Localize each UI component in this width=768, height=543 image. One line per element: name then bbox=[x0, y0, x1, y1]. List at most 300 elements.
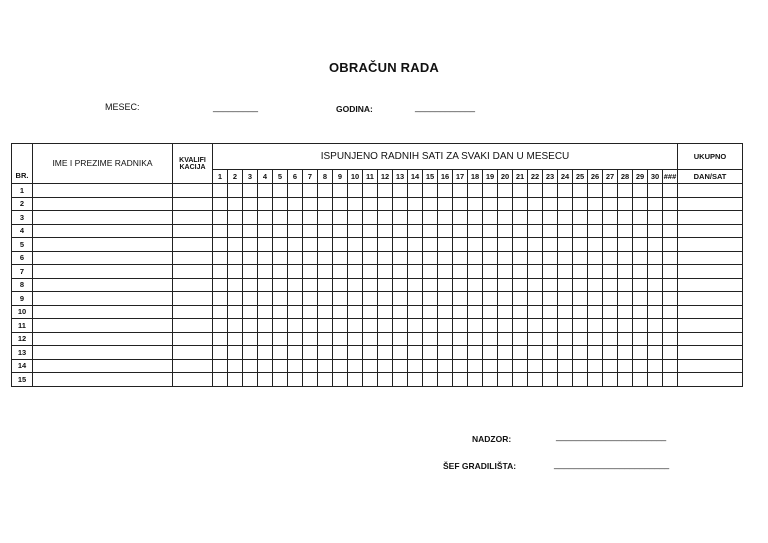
hours-cell[interactable] bbox=[438, 319, 453, 333]
hours-cell[interactable] bbox=[618, 184, 633, 198]
hours-cell[interactable] bbox=[333, 359, 348, 373]
hours-cell[interactable] bbox=[603, 184, 618, 198]
hours-cell[interactable] bbox=[213, 211, 228, 225]
hours-cell[interactable] bbox=[633, 265, 648, 279]
hours-cell[interactable] bbox=[288, 346, 303, 360]
hours-cell[interactable] bbox=[333, 319, 348, 333]
hours-cell[interactable] bbox=[483, 184, 498, 198]
hours-cell[interactable] bbox=[333, 251, 348, 265]
hours-cell[interactable] bbox=[303, 319, 318, 333]
hours-cell[interactable] bbox=[438, 251, 453, 265]
hours-cell[interactable] bbox=[228, 319, 243, 333]
hours-cell[interactable] bbox=[438, 224, 453, 238]
hours-cell[interactable] bbox=[528, 278, 543, 292]
hours-cell[interactable] bbox=[543, 373, 558, 387]
total-cell[interactable] bbox=[678, 373, 743, 387]
hours-cell[interactable] bbox=[648, 278, 663, 292]
hours-cell[interactable] bbox=[483, 292, 498, 306]
hours-cell[interactable] bbox=[513, 265, 528, 279]
hours-cell[interactable] bbox=[363, 251, 378, 265]
hours-cell[interactable] bbox=[633, 184, 648, 198]
hours-cell[interactable] bbox=[273, 265, 288, 279]
hours-cell[interactable] bbox=[453, 251, 468, 265]
hours-cell[interactable] bbox=[588, 292, 603, 306]
hours-cell[interactable] bbox=[273, 332, 288, 346]
hours-cell[interactable] bbox=[333, 278, 348, 292]
hours-cell[interactable] bbox=[228, 332, 243, 346]
total-cell[interactable] bbox=[678, 292, 743, 306]
hours-cell[interactable] bbox=[273, 346, 288, 360]
hours-cell[interactable] bbox=[618, 197, 633, 211]
hours-cell[interactable] bbox=[378, 238, 393, 252]
hours-cell[interactable] bbox=[318, 278, 333, 292]
hours-cell[interactable] bbox=[573, 373, 588, 387]
hours-cell[interactable] bbox=[423, 332, 438, 346]
hours-cell[interactable] bbox=[258, 319, 273, 333]
hours-cell[interactable] bbox=[513, 292, 528, 306]
hours-cell[interactable] bbox=[558, 211, 573, 225]
total-cell[interactable] bbox=[678, 346, 743, 360]
hours-cell[interactable] bbox=[648, 319, 663, 333]
hours-cell[interactable] bbox=[303, 292, 318, 306]
hours-cell[interactable] bbox=[468, 332, 483, 346]
hours-cell[interactable] bbox=[543, 319, 558, 333]
hours-cell[interactable] bbox=[603, 251, 618, 265]
hours-cell[interactable] bbox=[618, 373, 633, 387]
hours-cell[interactable] bbox=[648, 373, 663, 387]
hours-cell[interactable] bbox=[318, 319, 333, 333]
qualification-cell[interactable] bbox=[173, 305, 213, 319]
hours-cell[interactable] bbox=[483, 319, 498, 333]
hours-cell[interactable] bbox=[543, 224, 558, 238]
hours-cell[interactable] bbox=[378, 305, 393, 319]
hours-cell[interactable] bbox=[243, 251, 258, 265]
hours-cell[interactable] bbox=[333, 292, 348, 306]
hours-cell[interactable] bbox=[423, 265, 438, 279]
hours-cell[interactable] bbox=[318, 224, 333, 238]
hours-cell[interactable] bbox=[558, 305, 573, 319]
hours-cell[interactable] bbox=[303, 332, 318, 346]
hours-cell[interactable] bbox=[378, 251, 393, 265]
hours-cell[interactable] bbox=[213, 251, 228, 265]
hours-cell[interactable] bbox=[378, 373, 393, 387]
hours-cell[interactable] bbox=[573, 265, 588, 279]
hours-cell[interactable] bbox=[228, 224, 243, 238]
hours-cell[interactable] bbox=[633, 319, 648, 333]
hours-cell[interactable] bbox=[483, 224, 498, 238]
hours-cell[interactable] bbox=[648, 238, 663, 252]
hours-cell[interactable] bbox=[543, 238, 558, 252]
hours-cell[interactable] bbox=[228, 265, 243, 279]
hours-cell[interactable] bbox=[483, 373, 498, 387]
hours-cell[interactable] bbox=[213, 332, 228, 346]
hours-cell[interactable] bbox=[453, 319, 468, 333]
hours-cell[interactable] bbox=[408, 265, 423, 279]
hours-cell[interactable] bbox=[588, 346, 603, 360]
hours-cell[interactable] bbox=[633, 292, 648, 306]
hours-cell[interactable] bbox=[288, 373, 303, 387]
hours-cell[interactable] bbox=[228, 305, 243, 319]
qualification-cell[interactable] bbox=[173, 265, 213, 279]
hours-cell[interactable] bbox=[588, 305, 603, 319]
hours-cell[interactable] bbox=[438, 332, 453, 346]
hours-cell[interactable] bbox=[513, 211, 528, 225]
hours-cell[interactable] bbox=[633, 197, 648, 211]
hours-cell[interactable] bbox=[633, 211, 648, 225]
hours-cell[interactable] bbox=[573, 332, 588, 346]
hours-cell[interactable] bbox=[303, 278, 318, 292]
hours-cell[interactable] bbox=[318, 211, 333, 225]
qualification-cell[interactable] bbox=[173, 211, 213, 225]
hours-cell[interactable] bbox=[453, 373, 468, 387]
hours-cell[interactable] bbox=[618, 332, 633, 346]
hours-cell[interactable] bbox=[513, 305, 528, 319]
hours-cell[interactable] bbox=[423, 278, 438, 292]
hours-cell[interactable] bbox=[303, 211, 318, 225]
total-cell[interactable] bbox=[678, 332, 743, 346]
hours-cell[interactable] bbox=[243, 265, 258, 279]
hours-cell[interactable] bbox=[213, 278, 228, 292]
hours-cell[interactable] bbox=[363, 224, 378, 238]
hours-cell[interactable] bbox=[408, 211, 423, 225]
hours-cell[interactable] bbox=[498, 211, 513, 225]
hours-cell[interactable] bbox=[513, 251, 528, 265]
hours-cell[interactable] bbox=[243, 197, 258, 211]
hours-cell[interactable] bbox=[288, 224, 303, 238]
total-cell[interactable] bbox=[678, 224, 743, 238]
hours-cell[interactable] bbox=[258, 359, 273, 373]
hours-cell[interactable] bbox=[438, 238, 453, 252]
hours-cell[interactable] bbox=[393, 211, 408, 225]
hours-cell[interactable] bbox=[498, 319, 513, 333]
hours-cell[interactable] bbox=[423, 211, 438, 225]
hours-cell[interactable] bbox=[573, 184, 588, 198]
hours-cell[interactable] bbox=[558, 319, 573, 333]
hours-cell[interactable] bbox=[663, 197, 678, 211]
hours-cell[interactable] bbox=[423, 224, 438, 238]
hours-cell[interactable] bbox=[228, 278, 243, 292]
hours-cell[interactable] bbox=[273, 278, 288, 292]
hours-cell[interactable] bbox=[378, 359, 393, 373]
hours-cell[interactable] bbox=[633, 346, 648, 360]
hours-cell[interactable] bbox=[558, 373, 573, 387]
hours-cell[interactable] bbox=[318, 265, 333, 279]
hours-cell[interactable] bbox=[258, 251, 273, 265]
hours-cell[interactable] bbox=[258, 332, 273, 346]
hours-cell[interactable] bbox=[528, 292, 543, 306]
hours-cell[interactable] bbox=[588, 359, 603, 373]
hours-cell[interactable] bbox=[558, 359, 573, 373]
hours-cell[interactable] bbox=[663, 305, 678, 319]
hours-cell[interactable] bbox=[558, 184, 573, 198]
hours-cell[interactable] bbox=[573, 251, 588, 265]
hours-cell[interactable] bbox=[228, 359, 243, 373]
hours-cell[interactable] bbox=[633, 251, 648, 265]
hours-cell[interactable] bbox=[258, 305, 273, 319]
hours-cell[interactable] bbox=[303, 251, 318, 265]
hours-cell[interactable] bbox=[453, 332, 468, 346]
hours-cell[interactable] bbox=[303, 265, 318, 279]
hours-cell[interactable] bbox=[468, 211, 483, 225]
hours-cell[interactable] bbox=[438, 211, 453, 225]
hours-cell[interactable] bbox=[468, 346, 483, 360]
hours-cell[interactable] bbox=[513, 184, 528, 198]
hours-cell[interactable] bbox=[633, 278, 648, 292]
hours-cell[interactable] bbox=[498, 359, 513, 373]
hours-cell[interactable] bbox=[213, 346, 228, 360]
hours-cell[interactable] bbox=[363, 373, 378, 387]
hours-cell[interactable] bbox=[273, 184, 288, 198]
hours-cell[interactable] bbox=[318, 373, 333, 387]
hours-cell[interactable] bbox=[363, 238, 378, 252]
qualification-cell[interactable] bbox=[173, 292, 213, 306]
hours-cell[interactable] bbox=[453, 197, 468, 211]
hours-cell[interactable] bbox=[378, 224, 393, 238]
hours-cell[interactable] bbox=[618, 319, 633, 333]
hours-cell[interactable] bbox=[588, 251, 603, 265]
hours-cell[interactable] bbox=[423, 251, 438, 265]
hours-cell[interactable] bbox=[573, 224, 588, 238]
hours-cell[interactable] bbox=[468, 292, 483, 306]
hours-cell[interactable] bbox=[408, 319, 423, 333]
hours-cell[interactable] bbox=[273, 224, 288, 238]
worker-name-cell[interactable] bbox=[33, 238, 173, 252]
hours-cell[interactable] bbox=[633, 359, 648, 373]
hours-cell[interactable] bbox=[273, 238, 288, 252]
hours-cell[interactable] bbox=[588, 238, 603, 252]
hours-cell[interactable] bbox=[333, 332, 348, 346]
qualification-cell[interactable] bbox=[173, 346, 213, 360]
hours-cell[interactable] bbox=[213, 265, 228, 279]
hours-cell[interactable] bbox=[288, 305, 303, 319]
hours-cell[interactable] bbox=[498, 346, 513, 360]
hours-cell[interactable] bbox=[498, 278, 513, 292]
hours-cell[interactable] bbox=[528, 211, 543, 225]
hours-cell[interactable] bbox=[453, 265, 468, 279]
hours-cell[interactable] bbox=[288, 359, 303, 373]
hours-cell[interactable] bbox=[468, 265, 483, 279]
hours-cell[interactable] bbox=[348, 305, 363, 319]
hours-cell[interactable] bbox=[498, 332, 513, 346]
hours-cell[interactable] bbox=[453, 305, 468, 319]
hours-cell[interactable] bbox=[588, 319, 603, 333]
hours-cell[interactable] bbox=[318, 332, 333, 346]
hours-cell[interactable] bbox=[573, 359, 588, 373]
hours-cell[interactable] bbox=[648, 305, 663, 319]
hours-cell[interactable] bbox=[588, 332, 603, 346]
hours-cell[interactable] bbox=[468, 319, 483, 333]
hours-cell[interactable] bbox=[333, 265, 348, 279]
hours-cell[interactable] bbox=[558, 197, 573, 211]
hours-cell[interactable] bbox=[438, 346, 453, 360]
worker-name-cell[interactable] bbox=[33, 211, 173, 225]
qualification-cell[interactable] bbox=[173, 238, 213, 252]
hours-cell[interactable] bbox=[258, 224, 273, 238]
hours-cell[interactable] bbox=[303, 373, 318, 387]
hours-cell[interactable] bbox=[393, 224, 408, 238]
hours-cell[interactable] bbox=[453, 278, 468, 292]
hours-cell[interactable] bbox=[648, 359, 663, 373]
hours-cell[interactable] bbox=[468, 238, 483, 252]
hours-cell[interactable] bbox=[573, 278, 588, 292]
hours-cell[interactable] bbox=[663, 373, 678, 387]
hours-cell[interactable] bbox=[378, 278, 393, 292]
hours-cell[interactable] bbox=[258, 278, 273, 292]
hours-cell[interactable] bbox=[468, 305, 483, 319]
hours-cell[interactable] bbox=[528, 265, 543, 279]
hours-cell[interactable] bbox=[603, 346, 618, 360]
hours-cell[interactable] bbox=[588, 197, 603, 211]
hours-cell[interactable] bbox=[363, 211, 378, 225]
hours-cell[interactable] bbox=[348, 265, 363, 279]
hours-cell[interactable] bbox=[423, 238, 438, 252]
hours-cell[interactable] bbox=[213, 292, 228, 306]
hours-cell[interactable] bbox=[483, 332, 498, 346]
hours-cell[interactable] bbox=[333, 305, 348, 319]
hours-cell[interactable] bbox=[543, 359, 558, 373]
hours-cell[interactable] bbox=[498, 238, 513, 252]
qualification-cell[interactable] bbox=[173, 359, 213, 373]
hours-cell[interactable] bbox=[663, 224, 678, 238]
hours-cell[interactable] bbox=[423, 346, 438, 360]
hours-cell[interactable] bbox=[288, 211, 303, 225]
hours-cell[interactable] bbox=[408, 359, 423, 373]
hours-cell[interactable] bbox=[648, 197, 663, 211]
hours-cell[interactable] bbox=[258, 265, 273, 279]
hours-cell[interactable] bbox=[543, 211, 558, 225]
hours-cell[interactable] bbox=[438, 292, 453, 306]
worker-name-cell[interactable] bbox=[33, 184, 173, 198]
hours-cell[interactable] bbox=[333, 373, 348, 387]
hours-cell[interactable] bbox=[408, 373, 423, 387]
hours-cell[interactable] bbox=[558, 332, 573, 346]
hours-cell[interactable] bbox=[288, 265, 303, 279]
worker-name-cell[interactable] bbox=[33, 292, 173, 306]
hours-cell[interactable] bbox=[303, 305, 318, 319]
hours-cell[interactable] bbox=[603, 278, 618, 292]
hours-cell[interactable] bbox=[543, 332, 558, 346]
hours-cell[interactable] bbox=[273, 319, 288, 333]
hours-cell[interactable] bbox=[348, 346, 363, 360]
hours-cell[interactable] bbox=[438, 265, 453, 279]
hours-cell[interactable] bbox=[603, 292, 618, 306]
qualification-cell[interactable] bbox=[173, 251, 213, 265]
hours-cell[interactable] bbox=[243, 305, 258, 319]
hours-cell[interactable] bbox=[483, 278, 498, 292]
hours-cell[interactable] bbox=[288, 332, 303, 346]
hours-cell[interactable] bbox=[483, 359, 498, 373]
hours-cell[interactable] bbox=[348, 278, 363, 292]
hours-cell[interactable] bbox=[363, 197, 378, 211]
hours-cell[interactable] bbox=[288, 292, 303, 306]
worker-name-cell[interactable] bbox=[33, 251, 173, 265]
hours-cell[interactable] bbox=[258, 211, 273, 225]
hours-cell[interactable] bbox=[348, 184, 363, 198]
hours-cell[interactable] bbox=[603, 373, 618, 387]
hours-cell[interactable] bbox=[438, 373, 453, 387]
hours-cell[interactable] bbox=[348, 359, 363, 373]
hours-cell[interactable] bbox=[558, 278, 573, 292]
total-cell[interactable] bbox=[678, 359, 743, 373]
hours-cell[interactable] bbox=[213, 238, 228, 252]
worker-name-cell[interactable] bbox=[33, 278, 173, 292]
hours-cell[interactable] bbox=[573, 238, 588, 252]
hours-cell[interactable] bbox=[243, 332, 258, 346]
hours-cell[interactable] bbox=[423, 292, 438, 306]
total-cell[interactable] bbox=[678, 319, 743, 333]
hours-cell[interactable] bbox=[528, 184, 543, 198]
hours-cell[interactable] bbox=[318, 251, 333, 265]
hours-cell[interactable] bbox=[393, 251, 408, 265]
hours-cell[interactable] bbox=[528, 197, 543, 211]
hours-cell[interactable] bbox=[558, 265, 573, 279]
hours-cell[interactable] bbox=[378, 211, 393, 225]
hours-cell[interactable] bbox=[588, 224, 603, 238]
hours-cell[interactable] bbox=[288, 251, 303, 265]
hours-cell[interactable] bbox=[273, 359, 288, 373]
hours-cell[interactable] bbox=[363, 184, 378, 198]
hours-cell[interactable] bbox=[558, 292, 573, 306]
hours-cell[interactable] bbox=[318, 184, 333, 198]
hours-cell[interactable] bbox=[243, 359, 258, 373]
hours-cell[interactable] bbox=[603, 305, 618, 319]
hours-cell[interactable] bbox=[528, 305, 543, 319]
hours-cell[interactable] bbox=[318, 346, 333, 360]
hours-cell[interactable] bbox=[498, 305, 513, 319]
hours-cell[interactable] bbox=[303, 346, 318, 360]
hours-cell[interactable] bbox=[573, 346, 588, 360]
hours-cell[interactable] bbox=[633, 332, 648, 346]
hours-cell[interactable] bbox=[408, 278, 423, 292]
hours-cell[interactable] bbox=[213, 197, 228, 211]
hours-cell[interactable] bbox=[243, 238, 258, 252]
hours-cell[interactable] bbox=[633, 305, 648, 319]
hours-cell[interactable] bbox=[348, 224, 363, 238]
hours-cell[interactable] bbox=[363, 359, 378, 373]
hours-cell[interactable] bbox=[588, 265, 603, 279]
hours-cell[interactable] bbox=[648, 292, 663, 306]
hours-cell[interactable] bbox=[528, 251, 543, 265]
hours-cell[interactable] bbox=[528, 224, 543, 238]
hours-cell[interactable] bbox=[468, 278, 483, 292]
hours-cell[interactable] bbox=[618, 346, 633, 360]
hours-cell[interactable] bbox=[513, 346, 528, 360]
hours-cell[interactable] bbox=[423, 184, 438, 198]
hours-cell[interactable] bbox=[528, 373, 543, 387]
total-cell[interactable] bbox=[678, 184, 743, 198]
hours-cell[interactable] bbox=[468, 197, 483, 211]
hours-cell[interactable] bbox=[573, 319, 588, 333]
hours-cell[interactable] bbox=[573, 292, 588, 306]
hours-cell[interactable] bbox=[528, 332, 543, 346]
hours-cell[interactable] bbox=[438, 197, 453, 211]
hours-cell[interactable] bbox=[438, 184, 453, 198]
hours-cell[interactable] bbox=[663, 251, 678, 265]
hours-cell[interactable] bbox=[318, 359, 333, 373]
hours-cell[interactable] bbox=[213, 224, 228, 238]
hours-cell[interactable] bbox=[288, 238, 303, 252]
hours-cell[interactable] bbox=[378, 197, 393, 211]
hours-cell[interactable] bbox=[648, 265, 663, 279]
hours-cell[interactable] bbox=[663, 346, 678, 360]
hours-cell[interactable] bbox=[213, 319, 228, 333]
hours-cell[interactable] bbox=[513, 359, 528, 373]
hours-cell[interactable] bbox=[333, 224, 348, 238]
hours-cell[interactable] bbox=[348, 251, 363, 265]
hours-cell[interactable] bbox=[513, 332, 528, 346]
hours-cell[interactable] bbox=[408, 184, 423, 198]
hours-cell[interactable] bbox=[228, 197, 243, 211]
